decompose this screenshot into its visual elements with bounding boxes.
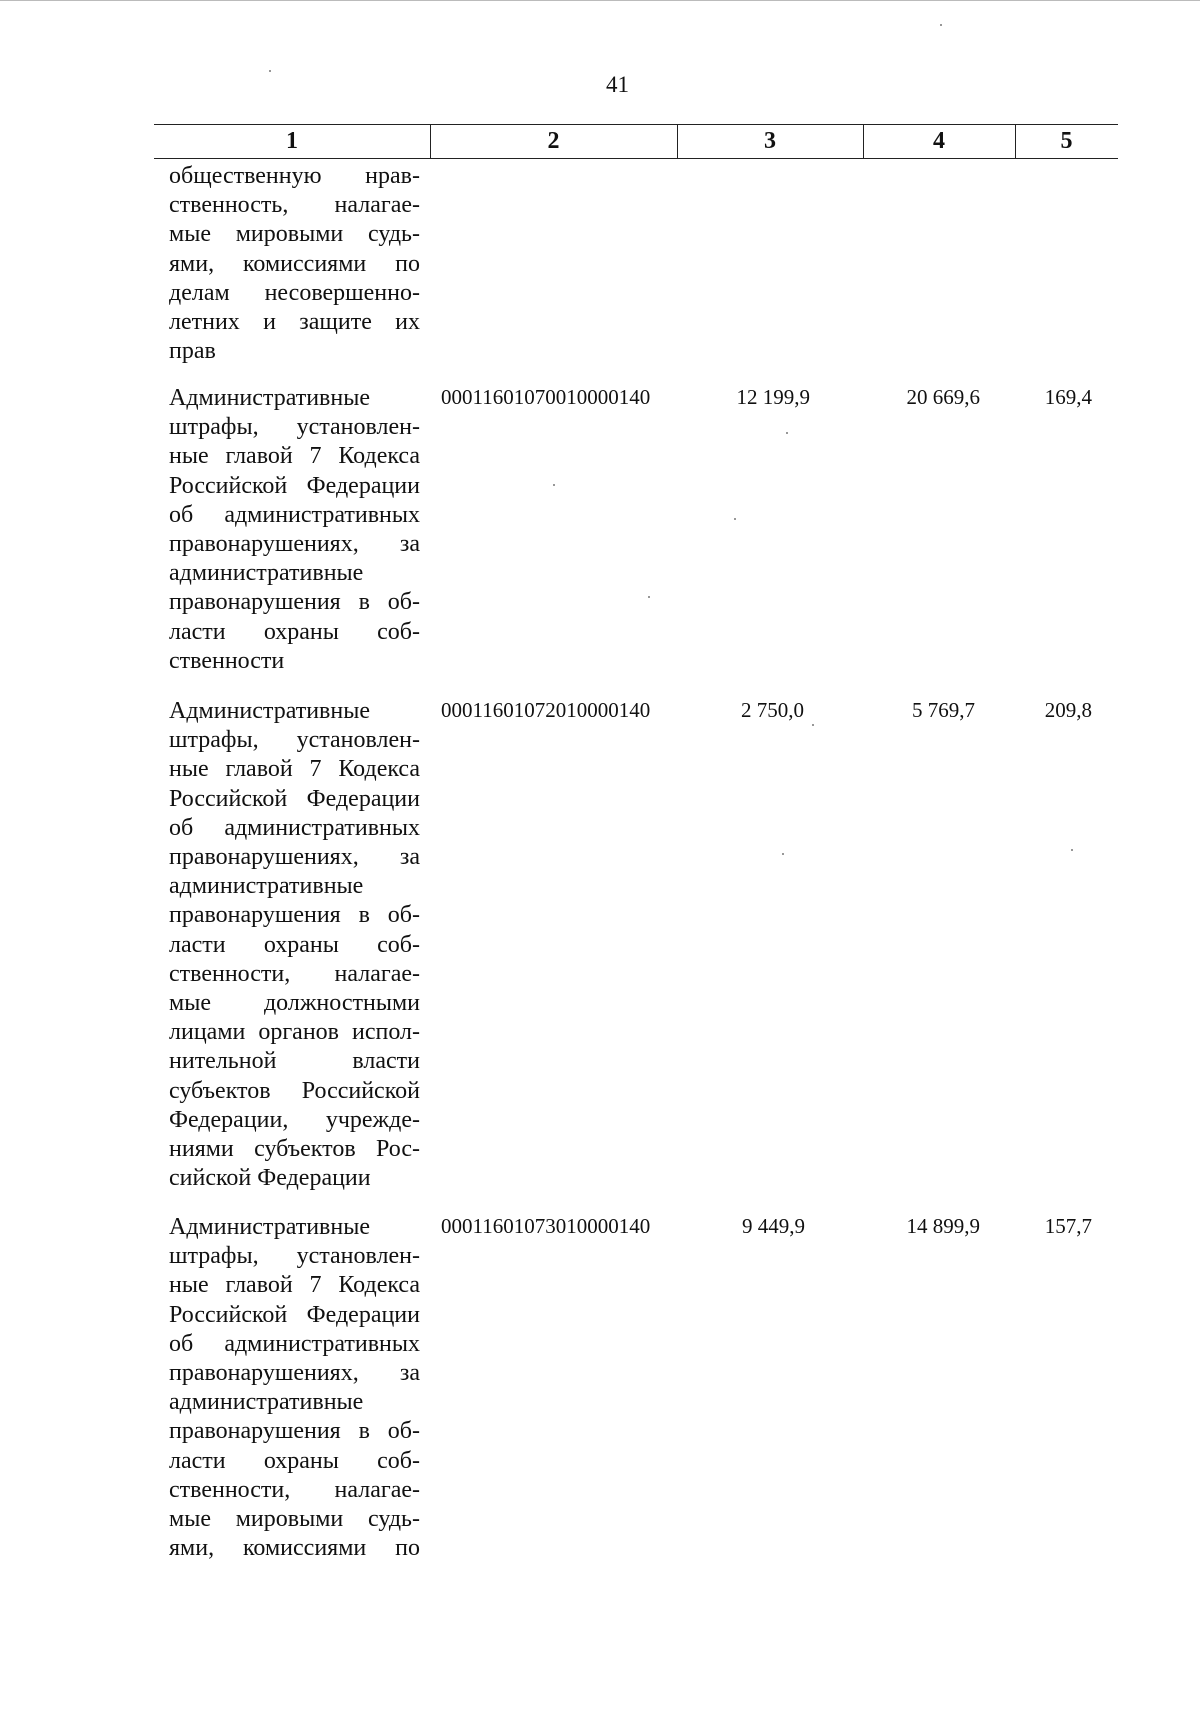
- description-line: прав: [169, 338, 216, 365]
- row-description: [169, 697, 420, 1193]
- description-line: ственность, налагае-: [169, 192, 420, 219]
- description-line: Федерации, учрежде-: [169, 1106, 420, 1133]
- description-line: Административные: [169, 1214, 371, 1240]
- description-line: административные: [169, 1389, 364, 1416]
- value-col3: 2 750,0: [741, 698, 804, 722]
- description-line: правонарушениях, за: [169, 531, 420, 558]
- budget-code: 00011601072010000140: [441, 698, 651, 722]
- header-bottom-rule: [154, 158, 1118, 159]
- description-line: ственности, налагае-: [169, 960, 420, 987]
- description-line: об административных: [169, 814, 420, 841]
- description-line: нительной власти: [169, 1048, 420, 1075]
- scan-speck: [269, 70, 271, 72]
- column-header-1: 1: [286, 128, 298, 154]
- value-col4: 20 669,6: [906, 385, 980, 409]
- scan-speck: [940, 24, 942, 26]
- description-line: административные: [169, 560, 364, 587]
- scan-speck: [734, 518, 736, 520]
- description-line: Административные: [169, 698, 371, 724]
- column-header-4: 4: [933, 128, 945, 154]
- description-line: ями, комиссиями по: [169, 1535, 420, 1562]
- description-line: ласти охраны соб-: [169, 618, 420, 645]
- scan-speck: [786, 432, 788, 434]
- description-line: ные главой 7 Кодекса: [169, 756, 420, 783]
- description-line: сийской Федерации: [169, 1165, 371, 1192]
- scan-speck: [782, 853, 784, 855]
- description-line: штрафы, установлен-: [169, 1243, 420, 1270]
- description-line: мые должностными: [169, 990, 420, 1017]
- row-description: [169, 1213, 420, 1563]
- description-line: об административных: [169, 501, 420, 528]
- budget-code: 00011601073010000140: [441, 1214, 651, 1238]
- scan-edge: [0, 0, 1200, 1]
- value-col5: 169,4: [1044, 385, 1092, 409]
- description-line: субъектов Российской: [169, 1077, 420, 1104]
- value-col5: 209,8: [1044, 698, 1092, 722]
- row-description: [169, 384, 420, 676]
- description-line: летних и защите их: [169, 309, 420, 336]
- description-line: ственности: [169, 647, 285, 674]
- description-line: делам несовершенно-: [169, 279, 420, 306]
- description-line: Российской Федерации: [169, 1301, 420, 1328]
- description-line: ласти охраны соб-: [169, 931, 420, 958]
- description-line: мые мировыми судь-: [169, 221, 420, 248]
- page-number: 41: [606, 72, 629, 97]
- description-line: общественную нрав-: [169, 163, 420, 189]
- description-line: Российской Федерации: [169, 785, 420, 812]
- value-col4: 14 899,9: [906, 1214, 980, 1238]
- description-line: Российской Федерации: [169, 472, 420, 499]
- description-line: мые мировыми судь-: [169, 1506, 420, 1533]
- scan-speck: [648, 596, 650, 598]
- description-line: ные главой 7 Кодекса: [169, 443, 420, 470]
- value-col3: 12 199,9: [736, 385, 810, 409]
- value-col3: 9 449,9: [742, 1214, 805, 1238]
- description-line: ниями субъектов Рос-: [169, 1136, 420, 1163]
- description-line: ями, комиссиями по: [169, 250, 420, 277]
- continuation-description: [169, 162, 420, 366]
- description-line: ные главой 7 Кодекса: [169, 1272, 420, 1299]
- value-col4: 5 769,7: [912, 698, 975, 722]
- budget-code: 00011601070010000140: [441, 385, 651, 409]
- description-line: об административных: [169, 1330, 420, 1357]
- column-header-2: 2: [547, 128, 560, 154]
- description-line: штрафы, установлен-: [169, 727, 420, 754]
- column-header-3: 3: [764, 128, 776, 154]
- description-line: лицами органов испол-: [169, 1019, 420, 1046]
- description-line: штрафы, установлен-: [169, 414, 420, 441]
- scan-speck: [553, 484, 555, 486]
- description-line: административные: [169, 873, 364, 900]
- scan-speck: [812, 724, 814, 726]
- description-line: правонарушениях, за: [169, 844, 420, 871]
- value-col5: 157,7: [1044, 1214, 1092, 1238]
- description-line: правонарушения в об-: [169, 1418, 420, 1445]
- column-header-5: 5: [1060, 128, 1073, 154]
- description-line: правонарушениях, за: [169, 1360, 420, 1387]
- description-line: Административные: [169, 385, 371, 411]
- description-line: правонарушения в об-: [169, 589, 420, 616]
- description-line: правонарушения в об-: [169, 902, 420, 929]
- scan-speck: [1071, 849, 1073, 851]
- description-line: ласти охраны соб-: [169, 1447, 420, 1474]
- description-line: ственности, налагае-: [169, 1476, 420, 1503]
